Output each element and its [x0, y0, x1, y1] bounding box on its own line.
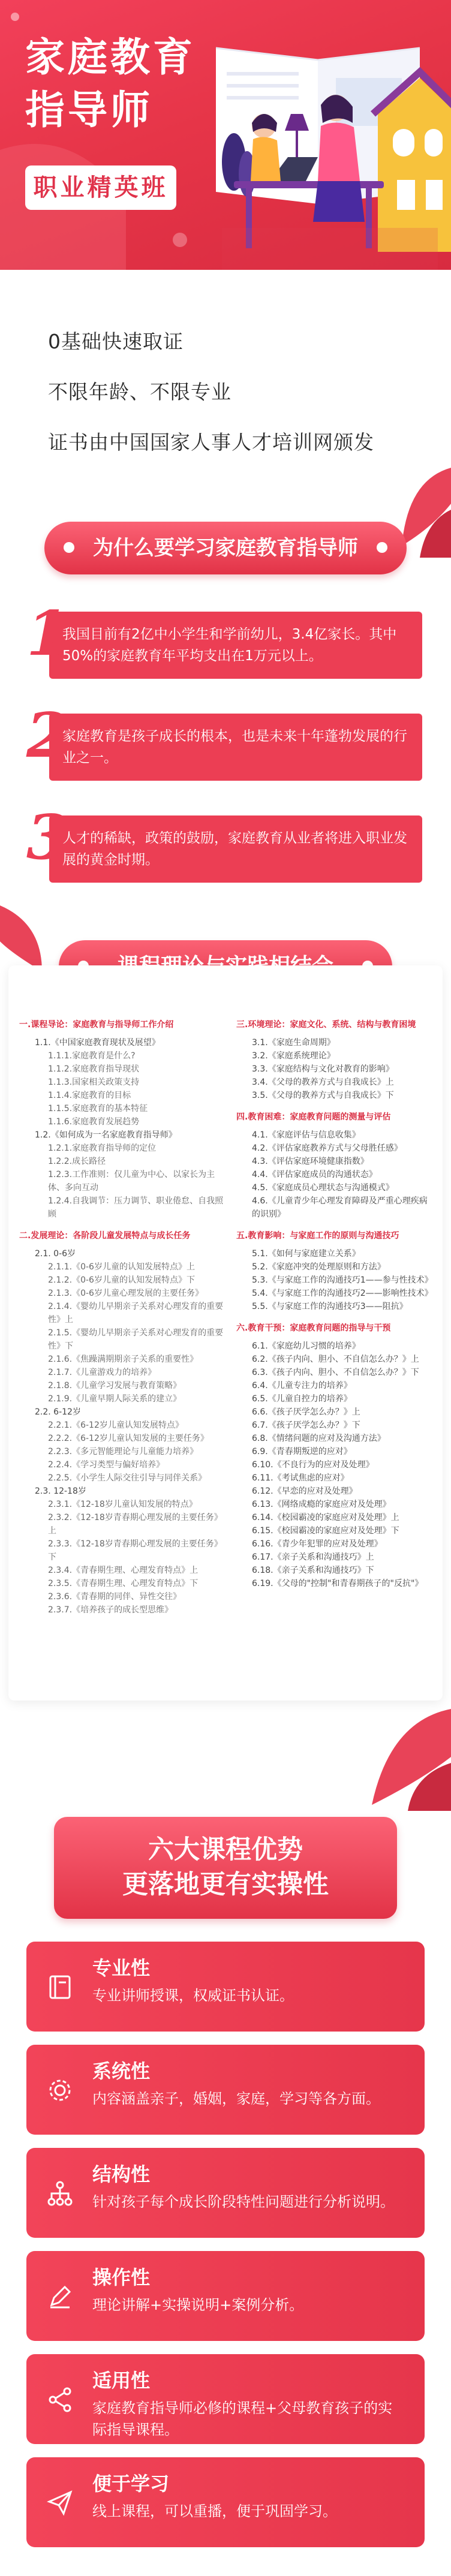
curriculum-lesson: 4.2.《评估家庭教养方式与父母胜任感》 — [252, 1143, 402, 1153]
gear-icon — [46, 2076, 74, 2105]
curriculum-lesson: 1.1.3.国家相关政策支持 — [48, 1078, 140, 1087]
advantages-section-title — [54, 1817, 397, 1919]
advantage-card — [26, 1942, 425, 2032]
curriculum-lesson: 2.3.3.《12-18岁青春期心理发展的主要任务》下 — [48, 1539, 223, 1562]
curriculum-lesson: 2.2.1.《6-12岁儿童认知发展特点》 — [48, 1421, 184, 1430]
curriculum-lesson: 1.2.2.成长路径 — [48, 1157, 106, 1166]
curriculum-lesson: 6.12.《早恋的应对及处理》 — [252, 1486, 357, 1496]
advantage-title: 系统性 — [92, 2060, 151, 2083]
curriculum-lesson: 2.1.1.《0-6岁儿童的认知发展特点》上 — [48, 1262, 195, 1272]
curriculum-lesson: 2.1.8.《儿童学习发展与教育策略》 — [48, 1381, 182, 1391]
curriculum-lesson: 6.2.《孩子内向、胆小、不自信怎么办？》上 — [252, 1355, 419, 1364]
curriculum-lesson: 2.3.5.《青春期生理、心理发育特点》下 — [48, 1579, 199, 1588]
curriculum-lesson: 6.7.《孩子厌学怎么办？》下 — [252, 1421, 360, 1430]
curriculum-lesson: 3.2.《家庭系统理论》 — [252, 1051, 335, 1061]
curriculum-lesson: 6.8.《情绪问题的应对及沟通方法》 — [252, 1434, 386, 1443]
curriculum-lesson: 2.3.6.《青春期的同伴、异性交往》 — [48, 1592, 182, 1602]
curriculum-lesson: 2.2.5.《小学生人际交往引导与同伴关系》 — [48, 1473, 207, 1483]
curriculum-lesson: 1.1.1.家庭教育是什么? — [48, 1051, 136, 1061]
curriculum-lesson: 2.1.7.《儿童游戏力的培养》 — [48, 1368, 157, 1377]
curriculum-lesson: 2.2.2.《6-12岁儿童认知发展的主要任务》 — [48, 1434, 209, 1443]
curriculum-lesson: 6.11.《考试焦虑的应对》 — [252, 1473, 349, 1483]
curriculum-lesson: 2.2.3.《多元智能理论与儿童能力培养》 — [48, 1447, 199, 1456]
curriculum-lesson: 4.1.《家庭评估与信息收集》 — [252, 1130, 360, 1140]
advantage-desc: 线上课程，可以重播，便于巩固学习。 — [92, 2503, 337, 2520]
curriculum-module-title: 三.环境理论：家庭文化、系统、结构与教育困境 — [236, 1020, 416, 1030]
curriculum-lesson: 6.14.《校园霸凌的家庭应对及处理》上 — [252, 1513, 399, 1522]
curriculum-lesson: 6.10.《不良行为的应对及处理》 — [252, 1460, 374, 1470]
curriculum-lesson: 1.2.1.家庭教育指导师的定位 — [48, 1143, 157, 1153]
curriculum-lesson: 1.1.4.家庭教育的目标 — [48, 1091, 131, 1100]
advantage-card — [26, 2045, 425, 2135]
intro-line: 证书由中国国家人事人才培训网颁发 — [48, 431, 374, 454]
curriculum-module-title: 五.教育影响：与家庭工作的原则与沟通技巧 — [236, 1231, 399, 1241]
curriculum-lesson: 2.3.4.《青春期生理、心理发育特点》上 — [48, 1566, 199, 1575]
curriculum-lesson: 6.16.《青少年犯罪的应对及处理》 — [252, 1539, 383, 1549]
share-icon — [46, 2385, 74, 2414]
intro-list — [48, 270, 432, 481]
advantages-title-line-2: 更落地更有实操性 — [122, 1870, 329, 1900]
curriculum-lesson: 6.18.《亲子关系和沟通技巧》下 — [252, 1566, 374, 1575]
curriculum-module-title: 六.教育干预：家庭教育问题的指导与干预 — [236, 1323, 391, 1333]
advantage-card — [26, 2251, 425, 2341]
pen-icon — [46, 2282, 74, 2311]
curriculum-lesson: 5.4.《与家庭工作的沟通技巧2——影响性技术》 — [252, 1289, 433, 1298]
curriculum-lesson: 2.1. 0-6岁 — [35, 1249, 76, 1259]
advantage-desc: 理论讲解+实操说明+案例分析。 — [92, 2297, 304, 2313]
curriculum-lesson: 2.2. 6-12岁 — [35, 1407, 81, 1417]
curriculum-lesson: 4.5.《家庭成员心理状态与沟通模式》 — [252, 1183, 394, 1193]
advantage-title: 操作性 — [92, 2266, 151, 2289]
curriculum-lesson: 1.1.2.家庭教育指导现状 — [48, 1064, 140, 1074]
curriculum-module-title: 一.课程导论：家庭教育与指导师工作介绍 — [19, 1020, 174, 1030]
title-line-2: 指导师 — [25, 87, 153, 133]
page-title — [25, 31, 196, 137]
curriculum-lesson: 2.1.5.《婴幼儿早期亲子关系对心理发育的重要性》下 — [48, 1328, 224, 1351]
curriculum-lesson: 1.2.《如何成为一名家庭教育指导师》 — [35, 1130, 177, 1140]
hierarchy-icon — [46, 2179, 74, 2208]
reason-text: 我国目前有2亿中小学生和学前幼儿，3.4亿家长。其中50%的家庭教育年平均支出在1万元以上。 — [49, 612, 422, 679]
curriculum-lesson: 4.3.《评估家庭环境健康指数》 — [252, 1157, 369, 1166]
intro-line: 不限年龄、不限专业 — [48, 380, 231, 404]
curriculum-lesson: 6.6.《孩子厌学怎么办？》上 — [252, 1407, 360, 1417]
curriculum-module-title: 二.发展理论：各阶段儿童发展特点与成长任务 — [19, 1231, 191, 1241]
curriculum-lesson: 4.4.《评估家庭成员的沟通状态》 — [252, 1170, 377, 1179]
advantage-desc: 专业讲师授课，权威证书认证。 — [92, 1987, 294, 2004]
curriculum-lesson: 6.19.《父母的"控制"和青春期孩子的"反抗"》 — [252, 1579, 423, 1588]
curriculum-lesson: 1.1.《中国家庭教育现状及展望》 — [35, 1038, 160, 1048]
why-section-title: 为什么要学习家庭教育指导师 — [44, 522, 407, 574]
curriculum-lesson: 6.17.《亲子关系和沟通技巧》上 — [252, 1552, 374, 1562]
curriculum-lesson: 5.1.《如何与家庭建立关系》 — [252, 1249, 360, 1259]
advantage-desc: 内容涵盖亲子，婚姻，家庭，学习等各方面。 — [92, 2090, 380, 2107]
curriculum-lesson: 2.3.1.《12-18岁儿童认知发展的特点》 — [48, 1500, 197, 1509]
advantage-title: 便于学习 — [92, 2472, 170, 2495]
reason-text: 人才的稀缺，政策的鼓励，家庭教育从业者将进入职业发展的黄金时期。 — [49, 815, 422, 883]
hero-banner — [0, 0, 451, 270]
reason-item — [26, 598, 422, 679]
curriculum-lesson: 5.2.《家庭冲突的处理原则和方法》 — [252, 1262, 386, 1272]
advantage-title: 专业性 — [92, 1957, 151, 1979]
curriculum-lesson: 2.1.4.《婴幼儿早期亲子关系对心理发育的重要性》上 — [48, 1302, 224, 1325]
advantages-title-line-1: 六大课程优势 — [148, 1835, 303, 1865]
tutoring-illustration — [198, 24, 451, 270]
curriculum-lesson: 4.6.《儿童青少年心理发育障碍及严重心理疾病的识别》 — [252, 1196, 428, 1219]
curriculum-lesson: 1.1.5.家庭教育的基本特征 — [48, 1104, 148, 1114]
advantage-card — [26, 2148, 425, 2238]
curriculum-lesson: 2.1.9.《儿童早期人际关系的建立》 — [48, 1394, 182, 1404]
curriculum-card — [8, 965, 443, 1701]
curriculum-lesson: 2.3. 12-18岁 — [35, 1486, 86, 1496]
advantage-title: 结构性 — [92, 2163, 151, 2186]
curriculum-lesson: 1.2.4.自我调节：压力调节、职业倦怠、自我照顾 — [48, 1196, 224, 1219]
course-tag: 职业精英班 — [25, 165, 176, 210]
curriculum-lesson: 2.1.3.《0-6岁儿童心理发展的主要任务》 — [48, 1289, 203, 1298]
curriculum-lesson: 5.3.《与家庭工作的沟通技巧1——参与性技术》 — [252, 1275, 433, 1285]
advantage-desc: 家庭教育指导师必修的课程+父母教育孩子的实际指导课程。 — [92, 2400, 393, 2438]
curriculum-left-column — [19, 1018, 224, 1617]
curriculum-module-title: 四.教育困难：家庭教育问题的测量与评估 — [236, 1112, 391, 1122]
curriculum-lesson: 3.1.《家庭生命周期》 — [252, 1038, 335, 1048]
curriculum-right-column — [236, 1018, 434, 1590]
leaf-decoration — [336, 1691, 451, 1811]
curriculum-lesson: 3.3.《家庭结构与文化对教育的影响》 — [252, 1064, 394, 1074]
reason-number: 1 — [26, 598, 69, 670]
title-line-1: 家庭教育 — [25, 34, 196, 80]
reason-number: 2 — [26, 700, 69, 772]
advantage-desc: 针对孩子每个成长阶段特性问题进行分析说明。 — [92, 2193, 395, 2210]
curriculum-lesson: 2.1.6.《焦躁满期期亲子关系的重要性》 — [48, 1355, 199, 1364]
curriculum-lesson: 6.3.《孩子内向、胆小、不自信怎么办？》下 — [252, 1368, 419, 1377]
curriculum-lesson: 2.1.2.《0-6岁儿童的认知发展特点》下 — [48, 1275, 195, 1285]
reason-item — [26, 700, 422, 781]
curriculum-lesson: 2.2.4.《学习类型与偏好培养》 — [48, 1460, 165, 1470]
reason-number: 3 — [26, 802, 69, 874]
advantage-card — [26, 2354, 425, 2444]
book-icon — [46, 1973, 74, 2002]
curriculum-lesson: 6.5.《儿童自控力的培养》 — [252, 1394, 352, 1404]
advantage-card — [26, 2457, 425, 2547]
curriculum-lesson: 1.2.3.工作准则：仅儿童为中心、以家长为主体、多向互动 — [48, 1170, 215, 1193]
curriculum-lesson: 6.9.《青春期叛逆的应对》 — [252, 1447, 352, 1456]
curriculum-lesson: 5.5.《与家庭工作的沟通技巧3——阻抗》 — [252, 1302, 408, 1311]
reason-text: 家庭教育是孩子成长的根本，也是未来十年蓬勃发展的行业之一。 — [49, 714, 422, 781]
curriculum-lesson: 6.13.《网络成瘾的家庭应对及处理》 — [252, 1500, 391, 1509]
send-icon — [46, 2488, 74, 2517]
curriculum-lesson: 2.3.2.《12-18岁青春期心理发展的主要任务》上 — [48, 1513, 223, 1536]
curriculum-lesson: 1.1.6.家庭教育发展趋势 — [48, 1117, 140, 1127]
intro-line: 0基础快速取证 — [48, 330, 184, 353]
reason-item — [26, 802, 422, 883]
advantage-title: 适用性 — [92, 2369, 151, 2392]
curriculum-lesson: 3.4.《父母的教养方式与自我成长》上 — [252, 1078, 394, 1087]
curriculum-lesson: 6.15.《校园霸凌的家庭应对及处理》下 — [252, 1526, 399, 1536]
curriculum-lesson: 6.4.《儿童专注力的培养》 — [252, 1381, 352, 1391]
curriculum-lesson: 3.5.《父母的教养方式与自我成长》下 — [252, 1091, 394, 1100]
curriculum-lesson: 2.3.7.《培养孩子的成长型思维》 — [48, 1605, 173, 1615]
curriculum-lesson: 6.1.《家庭幼儿习惯的培养》 — [252, 1341, 360, 1351]
